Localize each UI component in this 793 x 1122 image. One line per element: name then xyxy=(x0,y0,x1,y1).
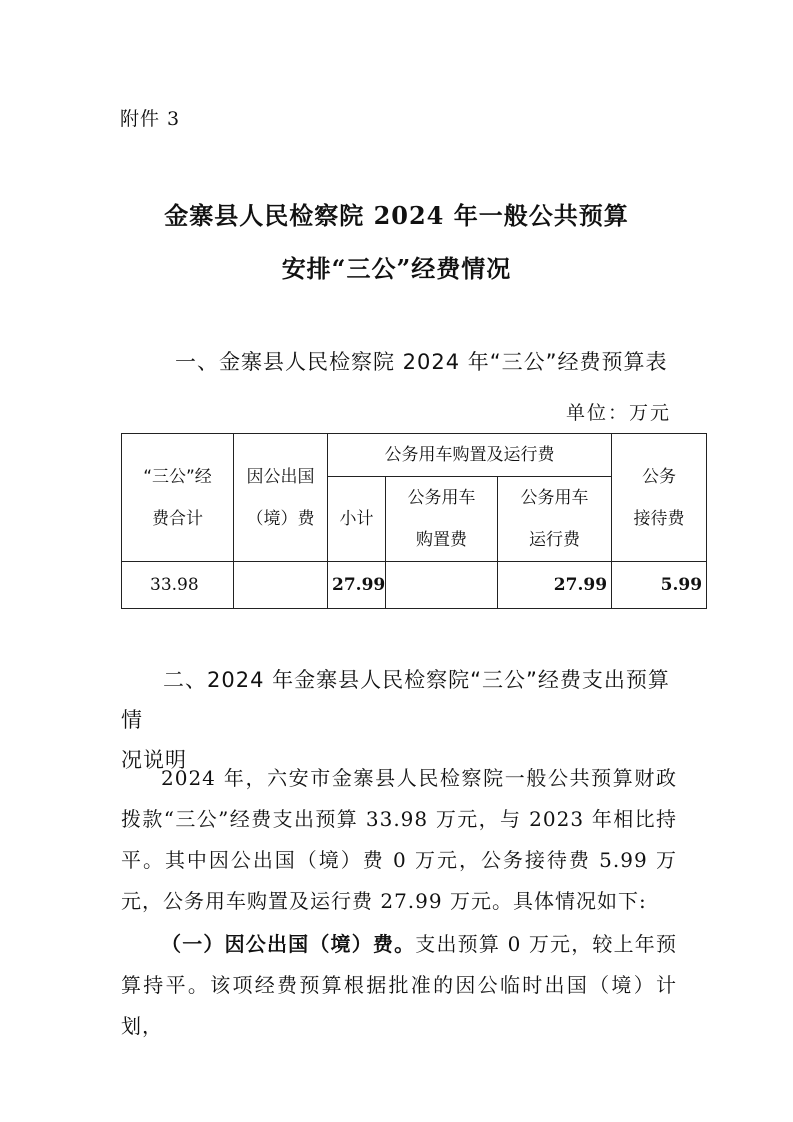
cell-reception: 5.99 xyxy=(612,562,707,609)
paragraph-abroad-body: 支出预算 0 万元，较上年预算持平。该项经费预算根据批准的因公临时出国（境）计划， xyxy=(121,932,677,1038)
cell-operation: 27.99 xyxy=(498,562,612,609)
budget-table xyxy=(121,433,707,609)
paragraph-abroad xyxy=(121,924,677,1047)
header-abroad-line1: 因公出国 xyxy=(246,466,315,487)
section2-heading-line2: 况说明 xyxy=(121,748,187,772)
header-purchase-line1: 公务用车 xyxy=(407,488,476,508)
header-purchase xyxy=(386,477,498,562)
cell-abroad xyxy=(234,562,328,609)
attachment-label: 附件 3 xyxy=(120,108,181,130)
document-title-line2: 安排“三公”经费情况 xyxy=(281,254,512,283)
header-abroad xyxy=(234,434,328,562)
paragraph-abroad-lead: （一）因公出国（境）费。 xyxy=(161,932,416,956)
cell-subtotal: 27.99 xyxy=(328,562,386,609)
section2-heading-line1: 二、2024 年金寨县人民检察院“三公”经费支出预算情 xyxy=(121,668,670,732)
header-vehicle-group: 公务用车购置及运行费 xyxy=(328,434,612,477)
unit-label: 单位：万元 xyxy=(566,402,672,424)
document-title-line1: 金寨县人民检察院 2024 年一般公共预算 xyxy=(164,201,629,230)
header-total-line2: 费合计 xyxy=(152,508,203,529)
paragraph-summary: 2024 年，六安市金寨县人民检察院一般公共预算财政拨款“三公”经费支出预算 33.98 万元，与 2023 年相比持平。其中因公出国（境）费 0 万元，公务接待费 5.99 万元，公务用车购置及运行费 27.99 万元。具体情况如下: xyxy=(121,766,677,913)
header-subtotal: 小计 xyxy=(328,477,386,562)
header-total xyxy=(122,434,234,562)
header-reception-line1: 公务 xyxy=(642,466,677,487)
header-reception-line2: 接待费 xyxy=(633,508,685,529)
header-operation-line2: 运行费 xyxy=(529,530,581,550)
cell-total: 33.98 xyxy=(122,562,234,609)
table-header-row-1 xyxy=(122,434,707,477)
header-purchase-line2: 购置费 xyxy=(416,530,467,550)
header-operation-line1: 公务用车 xyxy=(520,488,589,508)
header-operation xyxy=(498,477,612,562)
header-reception xyxy=(612,434,707,562)
header-total-line1: “三公”经 xyxy=(143,466,212,487)
header-abroad-line2: （境）费 xyxy=(246,508,315,529)
cell-purchase xyxy=(386,562,498,609)
section1-heading: 一、金寨县人民检察院 2024 年“三公”经费预算表 xyxy=(175,350,668,374)
table-data-row xyxy=(122,562,707,609)
